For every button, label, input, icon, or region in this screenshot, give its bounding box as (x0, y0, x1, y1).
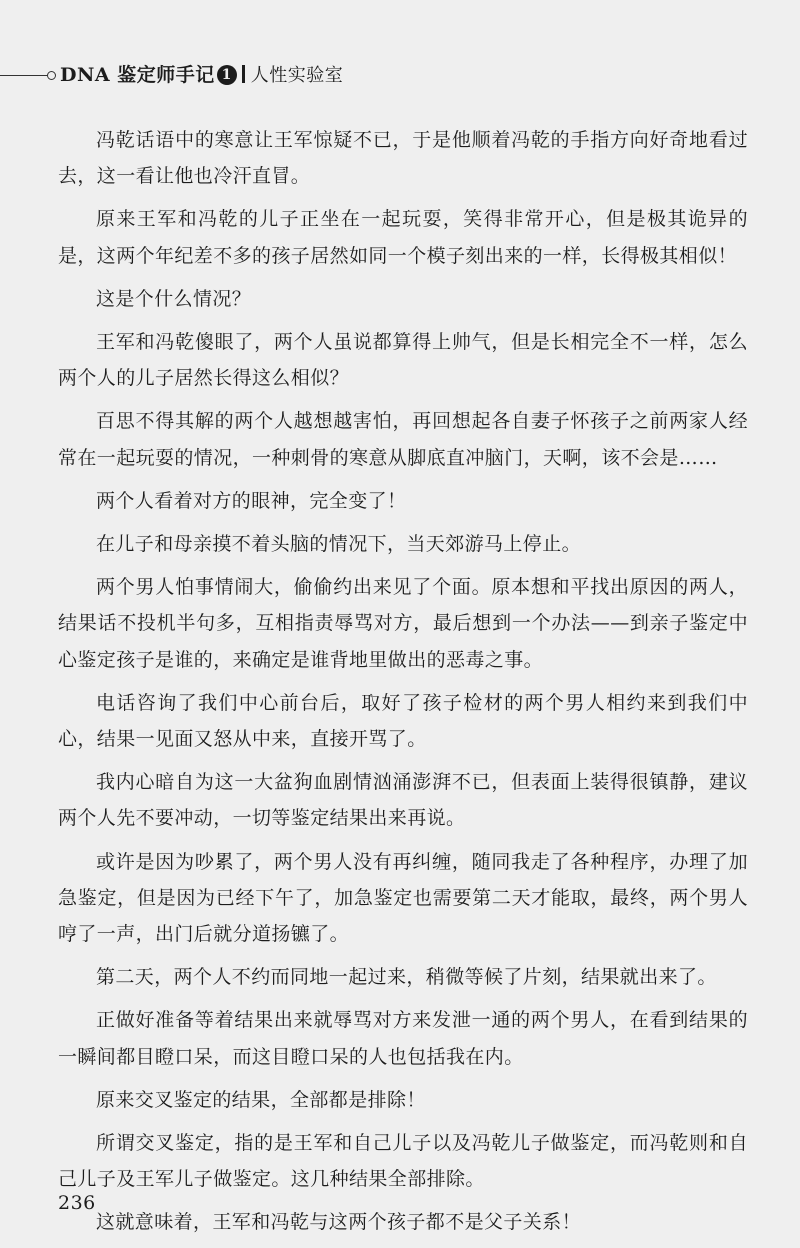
paragraph: 王军和冯乾傻眼了，两个人虽说都算得上帅气，但是长相完全不一样，怎么两个人的儿子居然长得这么相似？ (58, 331, 748, 390)
running-header (0, 62, 800, 90)
paragraph: 两个人看着对方的眼神，完全变了！ (96, 489, 407, 512)
book-title: DNA 鉴定师手记 (60, 64, 215, 86)
paragraph: 两个男人怕事情闹大，偷偷约出来见了个面。原本想和平找出原因的两人，结果话不投机半句多，互相指责辱骂对方，最后想到一个办法——到亲子鉴定中心鉴定孩子是谁的，来确定是谁背地里做出的恶毒之事。 (58, 576, 748, 671)
paragraph: 我内心暗自为这一大盆狗血剧情汹涌澎湃不已，但表面上装得很镇静，建议两个人先不要冲动，一切等鉴定结果出来再说。 (58, 771, 748, 830)
paragraph: 或许是因为吵累了，两个男人没有再纠缠，随同我走了各种程序，办理了加急鉴定，但是因为已经下午了，加急鉴定也需要第二天才能取，最终，两个男人哼了一声，出门后就分道扬镳了。 (58, 850, 748, 946)
header-circle-ornament (47, 71, 56, 80)
paragraph: 第二天，两个人不约而同地一起过来，稍微等候了片刻，结果就出来了。 (96, 966, 717, 989)
paragraph: 冯乾话语中的寒意让王军惊疑不已，于是他顺着冯乾的手指方向好奇地看过去，这一看让他也冷汗直冒。 (58, 129, 748, 188)
header-separator-bar (242, 65, 245, 83)
header-text (60, 62, 343, 89)
book-subtitle: 人性实验室 (250, 65, 344, 86)
page-number: 236 (58, 1192, 96, 1214)
paragraph: 这就意味着，王军和冯乾与这两个孩子都不是父子关系！ (96, 1211, 582, 1234)
paragraph: 正做好准备等着结果出来就辱骂对方来发泄一通的两个男人，在看到结果的一瞬间都目瞪口呆，而这目瞪口呆的人也包括我在内。 (58, 1009, 748, 1068)
paragraph: 电话咨询了我们中心前台后，取好了孩子检材的两个男人相约来到我们中心，结果一见面又怒从中来，直接开骂了。 (58, 691, 748, 751)
paragraph: 这是个什么情况？ (96, 287, 252, 310)
volume-number-badge: 1 (217, 65, 237, 85)
paragraph: 在儿子和母亲摸不着头脑的情况下，当天郊游马上停止。 (96, 533, 582, 556)
paragraph: 原来王军和冯乾的儿子正坐在一起玩耍，笑得非常开心，但是极其诡异的是，这两个年纪差不多的孩子居然如同一个模子刻出来的一样，长得极其相似！ (58, 208, 748, 267)
paragraph: 原来交叉鉴定的结果，全部都是排除！ (96, 1088, 426, 1111)
body-text (58, 122, 748, 1248)
paragraph: 所谓交叉鉴定，指的是王军和自己儿子以及冯乾儿子做鉴定，而冯乾则和自己儿子及王军儿子做鉴定。这几种结果全部排除。 (58, 1132, 748, 1191)
paragraph: 百思不得其解的两个人越想越害怕，再回想起各自妻子怀孩子之前两家人经常在一起玩耍的情况，一种刺骨的寒意从脚底直冲脑门，天啊，该不会是…… (58, 410, 748, 469)
header-rule (0, 75, 48, 76)
